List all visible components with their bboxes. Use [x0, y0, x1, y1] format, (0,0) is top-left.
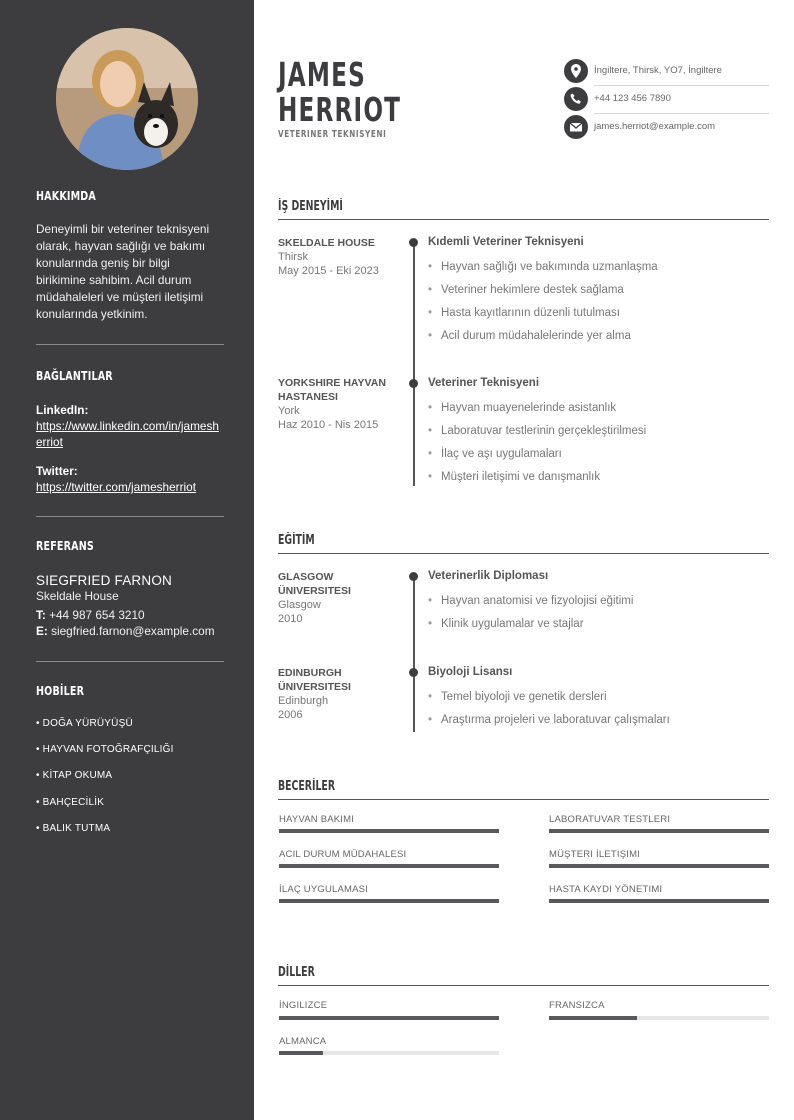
hobbies-heading: HOBİLER [36, 683, 85, 698]
email-value: siegfried.farnon@example.com [51, 624, 215, 638]
skill-bar [549, 864, 769, 868]
timeline-dot [409, 572, 418, 581]
language-label: FRANSIZCA [549, 1000, 605, 1011]
about-line: birikimine sahibim. Acil durum [36, 273, 192, 287]
experience-bullet: • Laboratuvar testlerinin gerçekleştirilmesi [428, 425, 646, 437]
skill-bar-fill [279, 899, 499, 903]
language-bar [549, 1016, 769, 1020]
divider [594, 113, 769, 114]
about-heading: HAKKIMDA [36, 188, 96, 203]
links-heading: BAĞLANTILAR [36, 368, 113, 383]
skill-bar-fill [279, 864, 499, 868]
education-org: EDINBURGH ÜNIVERSITESI [278, 667, 351, 693]
phone-icon [564, 87, 588, 111]
experience-bullet: • Hayvan sağlığı ve bakımında uzmanlaşma [428, 261, 658, 273]
reference-phone [36, 607, 224, 623]
name-first: JAMES [278, 55, 366, 94]
education-city: Edinburgh [278, 695, 329, 707]
links-section [36, 368, 224, 495]
experience-bullet: • Veteriner hekimlere destek sağlama [428, 284, 624, 296]
skill-bar [279, 864, 499, 868]
divider [36, 661, 224, 662]
contact-address [564, 59, 769, 83]
language-label: İNGILIZCE [279, 1000, 328, 1011]
about-line: konularında yetkinim. [36, 307, 148, 321]
experience-bullet: • Hasta kayıtlarının düzenli tutulması [428, 307, 620, 319]
skill-label: HASTA KAYDI YÖNETIMI [549, 884, 663, 895]
skill-label: HAYVAN BAKIMI [279, 814, 355, 825]
skill-bar-fill [549, 899, 769, 903]
language-label: ALMANCA [279, 1036, 327, 1047]
profile-photo-icon [56, 28, 198, 170]
about-line: Deneyimli bir veteriner teknisyeni [36, 222, 210, 236]
language-bar-fill [279, 1051, 323, 1055]
reference-name: SIEGFRIED FARNON [36, 573, 172, 588]
skill-bar [279, 829, 499, 833]
hobby-item: • BAHÇECİLİK [36, 797, 105, 808]
experience-timeline [413, 242, 415, 486]
experience-bullet: • Acil durum müdahalelerinde yer alma [428, 330, 631, 342]
skill-bar [549, 829, 769, 833]
linkedin-link[interactable]: https://www.linkedin.com/in/jamesherriot [36, 419, 219, 449]
twitter-label: Twitter: [36, 464, 78, 478]
contact-email [564, 115, 769, 139]
experience-role: Kıdemli Veteriner Teknisyeni [428, 236, 584, 248]
experience-city: Thirsk [278, 251, 308, 263]
languages-heading: DİLLER [278, 965, 315, 980]
hobbies-section [36, 683, 224, 698]
skill-bar-fill [549, 829, 769, 833]
experience-bullet: • İlaç ve aşı uygulamaları [428, 448, 562, 460]
phone-text: +44 123 456 7890 [594, 93, 671, 104]
reference-heading: REFERANS [36, 538, 94, 553]
location-pin-icon [564, 59, 588, 83]
experience-heading: İŞ DENEYİMİ [278, 199, 343, 214]
sidebar [0, 0, 254, 1120]
experience-bullet: • Hayvan muayenelerinde asistanlık [428, 402, 616, 414]
experience-role: Veteriner Teknisyeni [428, 377, 540, 389]
skill-bar [279, 899, 499, 903]
linkedin-label: LinkedIn: [36, 403, 89, 417]
about-text [36, 221, 224, 323]
email-label: E: [36, 624, 48, 638]
about-line: konularında geniş bir bilgi [36, 256, 170, 270]
phone-value: +44 987 654 3210 [49, 608, 145, 622]
reference-section [36, 538, 224, 639]
timeline-dot [409, 379, 418, 388]
education-org: GLASGOW ÜNIVERSITESI [278, 571, 351, 597]
education-timeline [413, 576, 415, 732]
skill-label: İLAÇ UYGULAMASI [279, 884, 369, 895]
skill-label: LABORATUVAR TESTLERI [549, 814, 671, 825]
language-bar [279, 1016, 499, 1020]
skill-bar-fill [549, 864, 769, 868]
hobby-item: • BALIK TUTMA [36, 823, 111, 834]
education-bullet: • Temel biyoloji ve genetik dersleri [428, 691, 607, 703]
section-rule [278, 985, 769, 986]
language-bar-fill [549, 1016, 637, 1020]
experience-bullet: • Müşteri iletişimi ve danışmanlık [428, 471, 600, 483]
job-title: VETERINER TEKNISYENI [278, 129, 387, 140]
hobby-item: • DOĞA YÜRÜYÜŞÜ [36, 718, 133, 729]
about-line: müdahaleleri ve müşteri iletişimi [36, 290, 204, 304]
name-last: HERRIOT [278, 90, 402, 129]
experience-org: YORKSHIRE HAYVAN HASTANESI [278, 377, 386, 403]
hobby-item: • KİTAP OKUMA [36, 770, 113, 781]
experience-org: SKELDALE HOUSE [278, 237, 375, 249]
education-city: Glasgow [278, 599, 321, 611]
language-bar [279, 1051, 499, 1055]
skill-label: MÜŞTERI İLETIŞIMI [549, 849, 641, 860]
hobby-item: • HAYVAN FOTOĞRAFÇILIĞI [36, 744, 174, 755]
reference-company: Skeldale House [36, 589, 119, 603]
timeline-dot [409, 668, 418, 677]
phone-label: T: [36, 608, 46, 622]
contact-phone [564, 87, 769, 111]
experience-city: York [278, 405, 300, 417]
envelope-icon [564, 115, 588, 139]
education-year: 2010 [278, 613, 303, 625]
email-text: james.herriot@example.com [594, 121, 716, 132]
section-rule [278, 219, 769, 220]
education-year: 2006 [278, 709, 303, 721]
education-bullet: • Klinik uygulamalar ve stajlar [428, 618, 584, 630]
about-section [36, 188, 224, 323]
skill-bar [549, 899, 769, 903]
education-degree: Veterinerlik Diploması [428, 570, 549, 582]
section-rule [278, 799, 769, 800]
reference-email [36, 623, 224, 639]
timeline-dot [409, 238, 418, 247]
skills-heading: BECERİLER [278, 779, 336, 794]
divider [36, 344, 224, 345]
language-bar-fill [279, 1016, 499, 1020]
about-line: olarak, hayvan sağlığı ve bakımı [36, 239, 206, 253]
skill-bar-fill [279, 829, 499, 833]
education-bullet: • Hayvan anatomisi ve fizyolojisi eğitimi [428, 595, 633, 607]
section-rule [278, 553, 769, 554]
divider [594, 85, 769, 86]
education-bullet: • Araştırma projeleri ve laboratuvar çalışmaları [428, 714, 670, 726]
skill-label: ACIL DURUM MÜDAHALESI [279, 849, 407, 860]
experience-dates: May 2015 - Eki 2023 [278, 265, 379, 277]
avatar [56, 28, 198, 170]
divider [36, 516, 224, 517]
twitter-link[interactable]: https://twitter.com/jamesherriot [36, 480, 196, 494]
education-heading: EĞİTİM [278, 533, 315, 548]
address-text: İngiltere, Thirsk, YO7, İngiltere [594, 65, 722, 76]
education-degree: Biyoloji Lisansı [428, 666, 513, 678]
experience-dates: Haz 2010 - Nis 2015 [278, 419, 379, 431]
